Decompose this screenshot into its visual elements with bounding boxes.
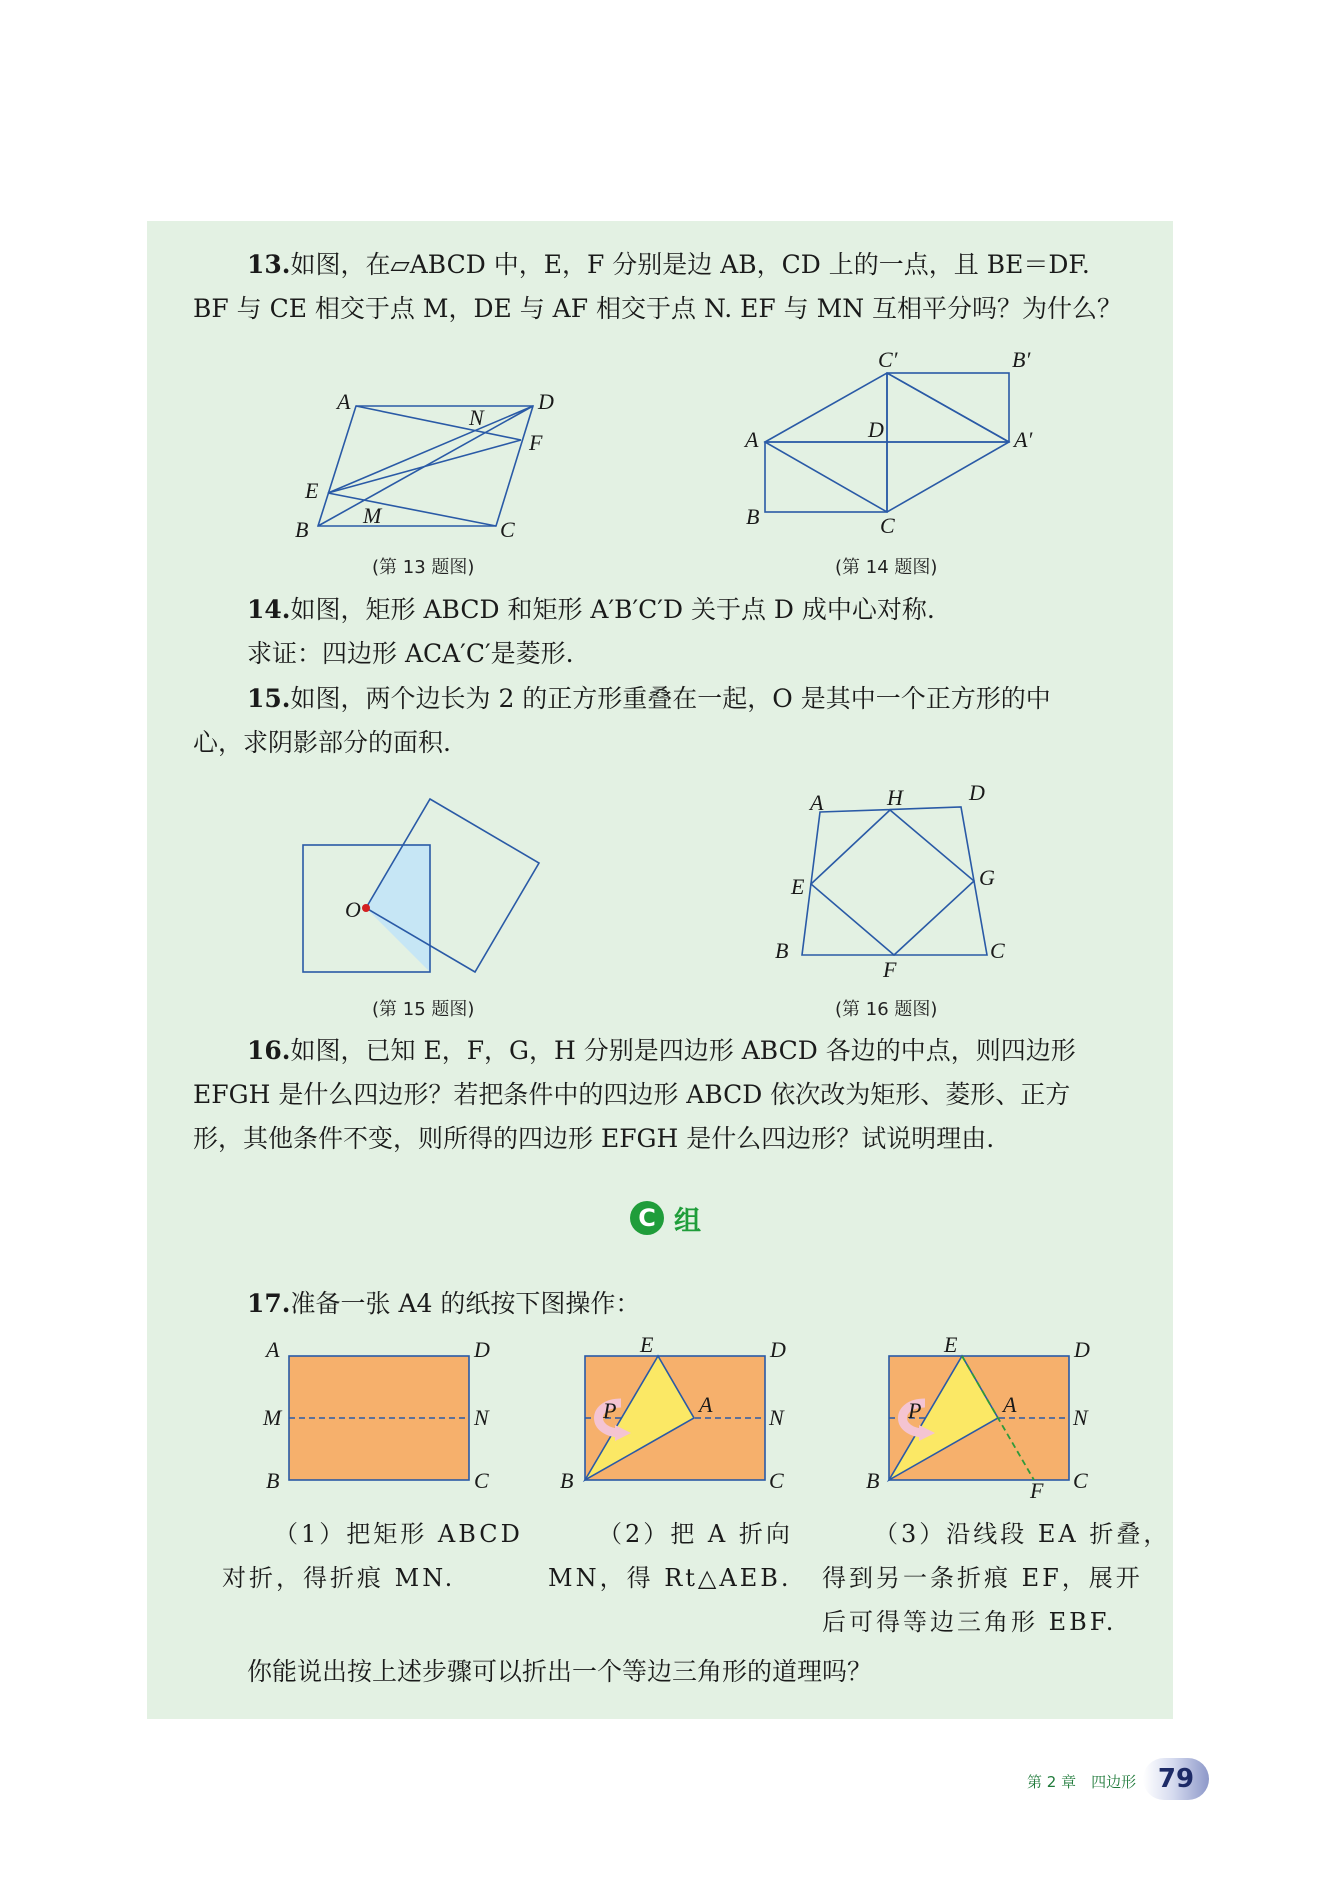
fold3-label-b: B — [866, 1468, 880, 1493]
fig16-label-f: F — [883, 957, 897, 980]
problem-13-line1 — [193, 243, 1143, 287]
figure-16-quadrilateral — [765, 780, 1035, 980]
fig13-label-n: N — [469, 405, 484, 430]
fig16-label-a: A — [810, 790, 824, 815]
fig14-label-b-prime: B′ — [1012, 347, 1031, 372]
step-2-line2: MN，得 Rt△AEB. — [548, 1564, 792, 1592]
step-3-line1: （3）沿线段 EA 折叠， — [874, 1520, 1171, 1548]
fold2-label-p: P — [603, 1398, 617, 1423]
problem-13-text-1: 如图，在▱ABCD 中，E，F 分别是边 AB，CD 上的一点，且 BE＝DF. — [290, 250, 1090, 279]
fig13-label-a: A — [337, 389, 351, 414]
figure-13-caption: (第 13 题图) — [372, 557, 475, 578]
footer-chapter-title: 第 2 章 四边形 — [1027, 1773, 1137, 1791]
figure-14-caption: (第 14 题图) — [835, 557, 938, 578]
problem-14-line1 — [193, 588, 1143, 632]
problem-15-text-1: 如图，两个边长为 2 的正方形重叠在一起，O 是其中一个正方形的中 — [290, 684, 1051, 713]
figure-fold-step-1 — [258, 1330, 508, 1490]
fold2-label-a: A — [699, 1392, 713, 1417]
step-3-line2: 得到另一条折痕 EF，展开 — [822, 1564, 1143, 1592]
fold1-label-m: M — [263, 1405, 282, 1430]
problem-13-line2: BF 与 CE 相交于点 M，DE 与 AF 相交于点 N. EF 与 MN 互相平分吗？为什么？ — [193, 294, 1123, 323]
fig14-label-d: D — [868, 417, 884, 442]
problem-14-number: 14. — [247, 595, 291, 624]
problem-14-text-1: 如图，矩形 ABCD 和矩形 A′B′C′D 关于点 D 成中心对称. — [290, 595, 935, 624]
fig13-label-c: C — [500, 517, 515, 542]
problem-16-text-1: 如图，已知 E，F，G，H 分别是四边形 ABCD 各边的中点，则四边形 — [290, 1036, 1076, 1065]
figure-fold-step-2 — [555, 1330, 805, 1490]
fig13-label-e: E — [305, 478, 319, 503]
problem-16-line2: EFGH 是什么四边形？若把条件中的四边形 ABCD 依次改为矩形、菱形、正方 — [193, 1080, 1071, 1109]
fig15-center-point — [362, 904, 370, 912]
fold1-label-c: C — [474, 1468, 489, 1490]
fig16-label-d: D — [969, 780, 985, 805]
fold1-label-b: B — [266, 1468, 280, 1490]
fig16-label-e: E — [791, 874, 805, 899]
problem-14-line2: 求证：四边形 ACA′C′是菱形. — [247, 639, 574, 668]
fig16-label-h: H — [887, 785, 903, 810]
problem-13-number: 13. — [247, 250, 291, 279]
fig15-shaded-region — [366, 845, 430, 972]
fig14-label-b: B — [746, 504, 760, 529]
fig16-label-g: G — [979, 865, 995, 890]
problem-17-line1 — [193, 1282, 1143, 1326]
fig13-label-f: F — [529, 430, 543, 455]
figure-14-rectangles — [740, 345, 1040, 545]
step-1-line2: 对折，得折痕 MN. — [222, 1564, 456, 1592]
group-c-label: 组 — [674, 1205, 701, 1237]
fold3-label-c: C — [1073, 1468, 1088, 1493]
figure-fold-step-3 — [862, 1330, 1112, 1500]
problem-16-number: 16. — [247, 1036, 291, 1065]
fold3-label-n: N — [1073, 1405, 1088, 1430]
fold3-label-e: E — [944, 1332, 958, 1357]
fig16-label-b: B — [775, 938, 789, 963]
fold3-label-d: D — [1074, 1337, 1090, 1362]
fold2-label-n: N — [769, 1405, 784, 1430]
fig14-label-a: A — [745, 427, 759, 452]
group-c-badge-icon: C — [630, 1201, 664, 1235]
fig14-label-c: C — [880, 513, 895, 538]
problem-15-number: 15. — [247, 684, 291, 713]
figure-13-parallelogram — [285, 385, 575, 545]
step-3-line3: 后可得等边三角形 EBF. — [822, 1608, 1117, 1636]
fold3-label-p: P — [908, 1398, 922, 1423]
problem-16-line1 — [193, 1029, 1143, 1073]
fig13-label-m: M — [363, 503, 382, 528]
problem-17-intro: 准备一张 A4 的纸按下图操作： — [290, 1289, 641, 1318]
fig15-label-o: O — [345, 897, 361, 922]
figure-15-squares — [295, 795, 545, 985]
figure-15-caption: (第 15 题图) — [372, 999, 475, 1020]
group-c-heading — [630, 1198, 701, 1238]
fold2-label-e: E — [640, 1332, 654, 1357]
step-2-line1: （2）把 A 折向 — [598, 1520, 793, 1548]
fold1-label-n: N — [474, 1405, 489, 1430]
fold2-label-d: D — [770, 1337, 786, 1362]
fig14-label-c-prime: C′ — [878, 347, 898, 372]
fold2-label-b: B — [560, 1468, 574, 1490]
fold3-label-a: A — [1003, 1392, 1017, 1417]
problem-17-number: 17. — [247, 1289, 291, 1318]
problem-15-line2: 心，求阴影部分的面积. — [193, 728, 451, 757]
fig13-label-b: B — [295, 517, 309, 542]
step-1-line1: （1）把矩形 ABCD — [274, 1520, 523, 1548]
figure-16-caption: (第 16 题图) — [835, 999, 938, 1020]
fold1-label-a: A — [266, 1337, 280, 1362]
fig16-label-c: C — [990, 938, 1005, 963]
fold3-label-f: F — [1030, 1478, 1044, 1500]
problem-15-line1 — [193, 677, 1143, 721]
fold2-label-c: C — [769, 1468, 784, 1490]
problem-17-question: 你能说出按上述步骤可以折出一个等边三角形的道理吗？ — [247, 1657, 873, 1686]
fig14-label-a-prime: A′ — [1014, 427, 1033, 452]
page-number: 79 — [1143, 1758, 1209, 1800]
fold1-label-d: D — [474, 1337, 490, 1362]
problem-16-line3: 形，其他条件不变，则所得的四边形 EFGH 是什么四边形？试说明理由. — [193, 1124, 995, 1153]
fig13-label-d: D — [538, 389, 554, 414]
